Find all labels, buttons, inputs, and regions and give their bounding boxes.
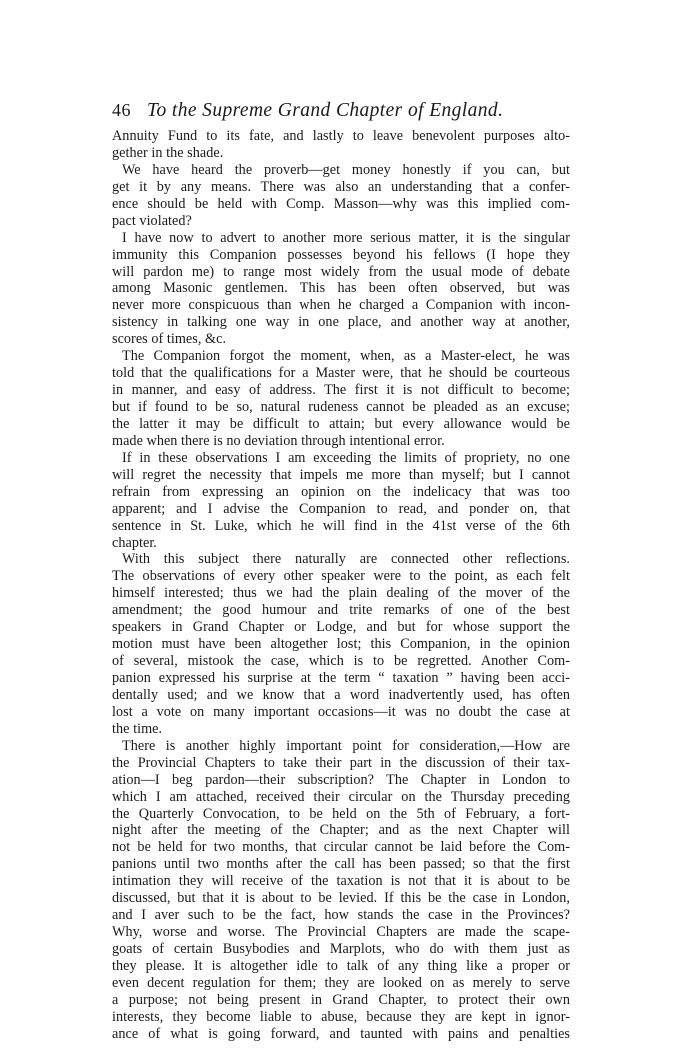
text-line: night after the meeting of the Chapter; and as the next Chapter will xyxy=(112,822,570,839)
text-line: the latter it may be difficult to attain; but every allowance would be xyxy=(112,415,570,432)
text-line: never more conspicuous than when he charged a Companion with incon- xyxy=(112,297,570,314)
text-line: the Provincial Chapters to take their part in the discussion of their tax- xyxy=(112,754,570,771)
text-line: himself interested; thus we had the plain dealing of the mover of the xyxy=(112,585,570,602)
text-line: not be held for two months, that circular cannot be laid before the Com- xyxy=(112,839,570,856)
text-line: made when there is no deviation through intentional error. xyxy=(112,432,445,449)
text-line: a purpose; not being present in Grand Chapter, to protect their own xyxy=(112,991,570,1008)
text-line: With this subject there naturally are connected other reflections. xyxy=(122,551,570,568)
text-line: the Quarterly Convocation, to be held on the 5th of February, a fort- xyxy=(112,805,570,822)
text-line: dentally used; and we know that a word inadvertently used, has often xyxy=(112,686,570,703)
text-line: they please. It is altogether idle to talk of any thing like a proper or xyxy=(112,957,570,974)
text-line: lost a vote on many important occasions—it was no doubt the case at xyxy=(112,703,570,720)
text-line: apparent; and I advise the Companion to read, and ponder on, that xyxy=(112,500,570,517)
text-line: will regret the necessity that impels me more than myself; but I cannot xyxy=(112,466,570,483)
text-line: motion must have been altogether lost; this Companion, in the opinion xyxy=(112,636,570,653)
text-line: I have now to advert to another more serious matter, it is the singular xyxy=(122,229,570,246)
text-line: even decent regulation for them; they are looked on as merely to serve xyxy=(112,974,570,991)
text-line: panions until two months after the call has been passed; so that the first xyxy=(112,856,570,873)
text-line: among Masonic gentlemen. This has been often observed, but was xyxy=(112,280,570,297)
running-title: To the Supreme Grand Chapter of England. xyxy=(147,100,504,121)
text-line: amendment; the good humour and trite remarks of one of the best xyxy=(112,602,570,619)
text-line: and I aver such to be the fact, how stands the case in the Provinces? xyxy=(112,907,570,924)
text-line: There is another highly important point for consideration,—How are xyxy=(122,737,570,754)
text-line: ence should be held with Comp. Masson—why was this implied com- xyxy=(112,195,570,212)
text-line: sentence in St. Luke, which he will find in the 41st verse of the 6th xyxy=(112,517,570,534)
text-line: chapter. xyxy=(112,534,157,551)
text-line: ation—I beg pardon—their subscription? The Chapter in London to xyxy=(112,771,570,788)
text-line: panion expressed his surprise at the term “ taxation ” having been acci- xyxy=(112,670,570,686)
text-line: in manner, and easy of address. The first it is not difficult to become; xyxy=(112,382,570,399)
text-line: Why, worse and worse. The Provincial Chapters are made the scape- xyxy=(112,924,570,941)
body-text xyxy=(112,128,570,1043)
text-line: pact violated? xyxy=(112,212,192,229)
text-line: The observations of every other speaker were to the point, as each felt xyxy=(112,568,570,585)
text-line: told that the qualifications for a Master were, that he should be courteous xyxy=(112,365,570,382)
text-line: goats of certain Busybodies and Marplots, who do with them just as xyxy=(112,941,570,957)
text-line: scores of times, &c. xyxy=(112,331,227,348)
text-line: immunity this Companion possesses beyond his fellows (I hope they xyxy=(112,246,570,263)
text-line: sistency in talking one way in one place, and another way at another, xyxy=(112,314,570,331)
running-head xyxy=(112,100,572,124)
text-line: will pardon me) to range most widely from the usual mode of debate xyxy=(112,263,570,280)
text-line: of several, mistook the case, which is to be regretted. Another Com- xyxy=(112,653,570,670)
text-line: gether in the shade. xyxy=(112,144,224,161)
text-line: We have heard the proverb—get money honestly if you can, but xyxy=(122,161,570,178)
text-line: Annuity Fund to its fate, and lastly to leave benevolent purposes alto- xyxy=(112,128,570,144)
page-number: 46 xyxy=(112,100,131,120)
text-line: discussed, but that it is about to be levied. If this be the case in London, xyxy=(112,890,570,907)
text-line: If in these observations I am exceeding the limits of propriety, no one xyxy=(122,449,570,466)
text-line: intimation they will receive of the taxation is not that it is about to be xyxy=(112,873,570,890)
text-line: refrain from expressing an opinion on the indelicacy that was too xyxy=(112,483,570,500)
text-line: speakers in Grand Chapter or Lodge, and but for whose support the xyxy=(112,619,570,636)
text-line: get it by any means. There was also an understanding that a confer- xyxy=(112,178,570,195)
text-line: but if found to be so, natural rudeness cannot be pleaded as an excuse; xyxy=(112,399,570,415)
text-line: which I am attached, received their circular on the Thursday preceding xyxy=(112,788,570,805)
text-line: ance of what is going forward, and taunted with pains and penalties xyxy=(112,1025,570,1042)
text-line: the time. xyxy=(112,720,163,737)
text-line: The Companion forgot the moment, when, as a Master-elect, he was xyxy=(122,348,570,365)
text-line: interests, they become liable to abuse, because they are kept in ignor- xyxy=(112,1008,570,1025)
